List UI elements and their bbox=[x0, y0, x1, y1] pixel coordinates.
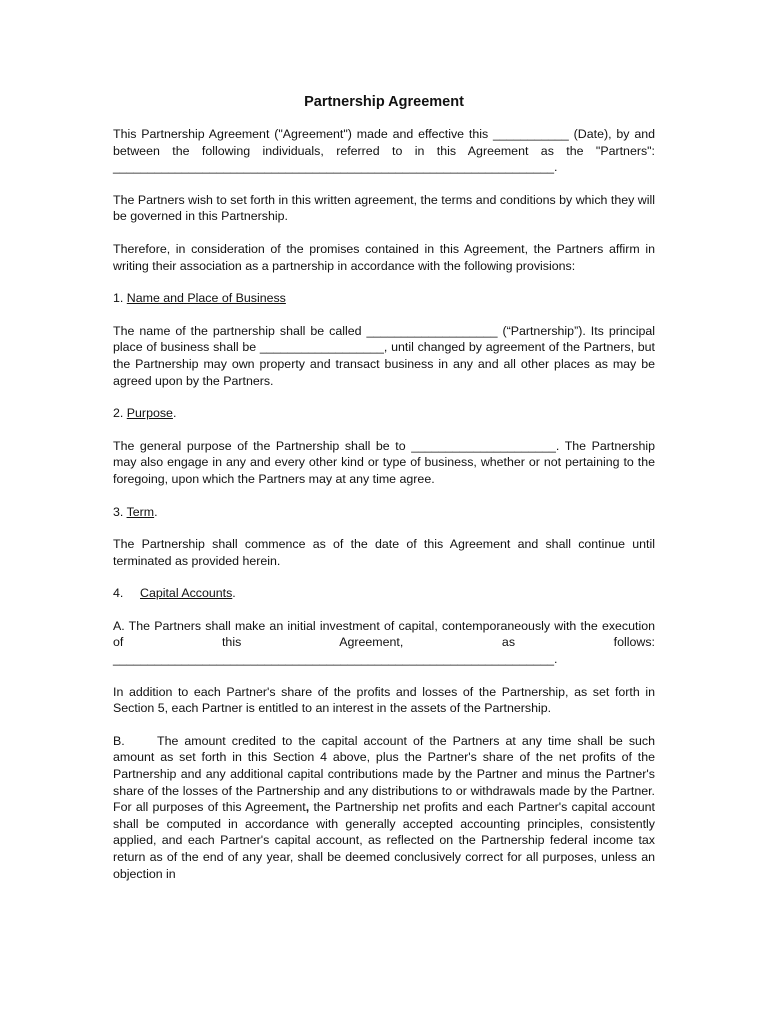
clause-b-label: B. bbox=[113, 733, 125, 748]
section-1-heading bbox=[113, 290, 655, 307]
section-3-body: The Partnership shall commence as of the date of this Agreement and shall continue until terminated as provided herein. bbox=[113, 537, 659, 568]
document-title: Partnership Agreement bbox=[304, 94, 464, 110]
document-page bbox=[113, 92, 662, 898]
purpose-statement-paragraph: The Partners wish to set forth in this written agreement, the terms and conditions by which they will be governed in this Partnership. bbox=[113, 192, 659, 224]
section-4-heading bbox=[113, 585, 655, 602]
section-4-suffix: . bbox=[232, 586, 236, 601]
section-1-body: The name of the partnership shall be called ___________________ (“Partnership”). Its principal place of business shall be __________________, until changed by agreement of the Partners, but the Partnership may own property and transact business in any and all other places as may be agreed upon by the Partners. bbox=[113, 323, 659, 388]
section-4-clause-a-extra: In addition to each Partner's share of the profits and losses of the Partnership, as set forth in Section 5, each Partner is entitled to an interest in the assets of the Partnership. bbox=[113, 684, 659, 716]
section-1-title: Name and Place of Business bbox=[126, 291, 286, 306]
section-2-heading bbox=[113, 405, 655, 422]
section-3-heading bbox=[113, 504, 655, 521]
section-4-number: 4. bbox=[113, 586, 124, 601]
intro-paragraph: This Partnership Agreement ("Agreement") made and effective this ___________ (Date), by and between the following individuals, referred to in this Agreement as the "Partners": ________________________________________________________________. bbox=[113, 127, 659, 175]
section-4-clause-b bbox=[113, 733, 662, 882]
consideration-paragraph: Therefore, in consideration of the promises contained in this Agreement, the Partners affirm in writing their association as a partnership in accordance with the following provisions: bbox=[113, 241, 659, 273]
section-4-title: Capital Accounts bbox=[140, 586, 233, 601]
section-3-suffix: . bbox=[154, 504, 158, 519]
section-1-number: 1. bbox=[113, 291, 127, 306]
section-4-clause-a: A. The Partners shall make an initial investment of capital, contemporaneously with the execution of this Agreement, as follows: ________________________________________________________________. bbox=[113, 618, 659, 667]
section-2-suffix: . bbox=[172, 406, 177, 421]
clause-b-comma: , bbox=[305, 800, 310, 815]
clause-b-text-1: The amount credited to the capital account of the Partners at any time shall be such amount as set forth in this Section 4 above, plus the Partner's share of the net profits of the Partnership and any additional capital contributions made by the Partner and minus the Partner's share of the losses of the Partnership and any distributions to or withdrawals made by the Partner. For all purposes of this Agreement bbox=[113, 733, 662, 815]
section-2-title: Purpose bbox=[126, 406, 173, 421]
section-3-number: 3. bbox=[113, 504, 127, 519]
section-2-body: The general purpose of the Partnership shall be to _____________________. The Partnership may also engage in any and every other kind or type of business, whether or not pertaining to the foregoing, upon which the Partners may at any time agree. bbox=[113, 438, 659, 486]
section-3-title: Term bbox=[126, 504, 155, 519]
clause-b-text-2: the Partnership net profits and each Partner's capital account shall be computed in accordance with generally accepted accounting principles, consistently applied, and each Partner's capital account, as reflected on the Partnership federal income tax return as of the end of any year, shall be deemed conclusively correct for all purposes, unless an objection in bbox=[113, 800, 659, 881]
section-2-number: 2. bbox=[113, 406, 127, 421]
